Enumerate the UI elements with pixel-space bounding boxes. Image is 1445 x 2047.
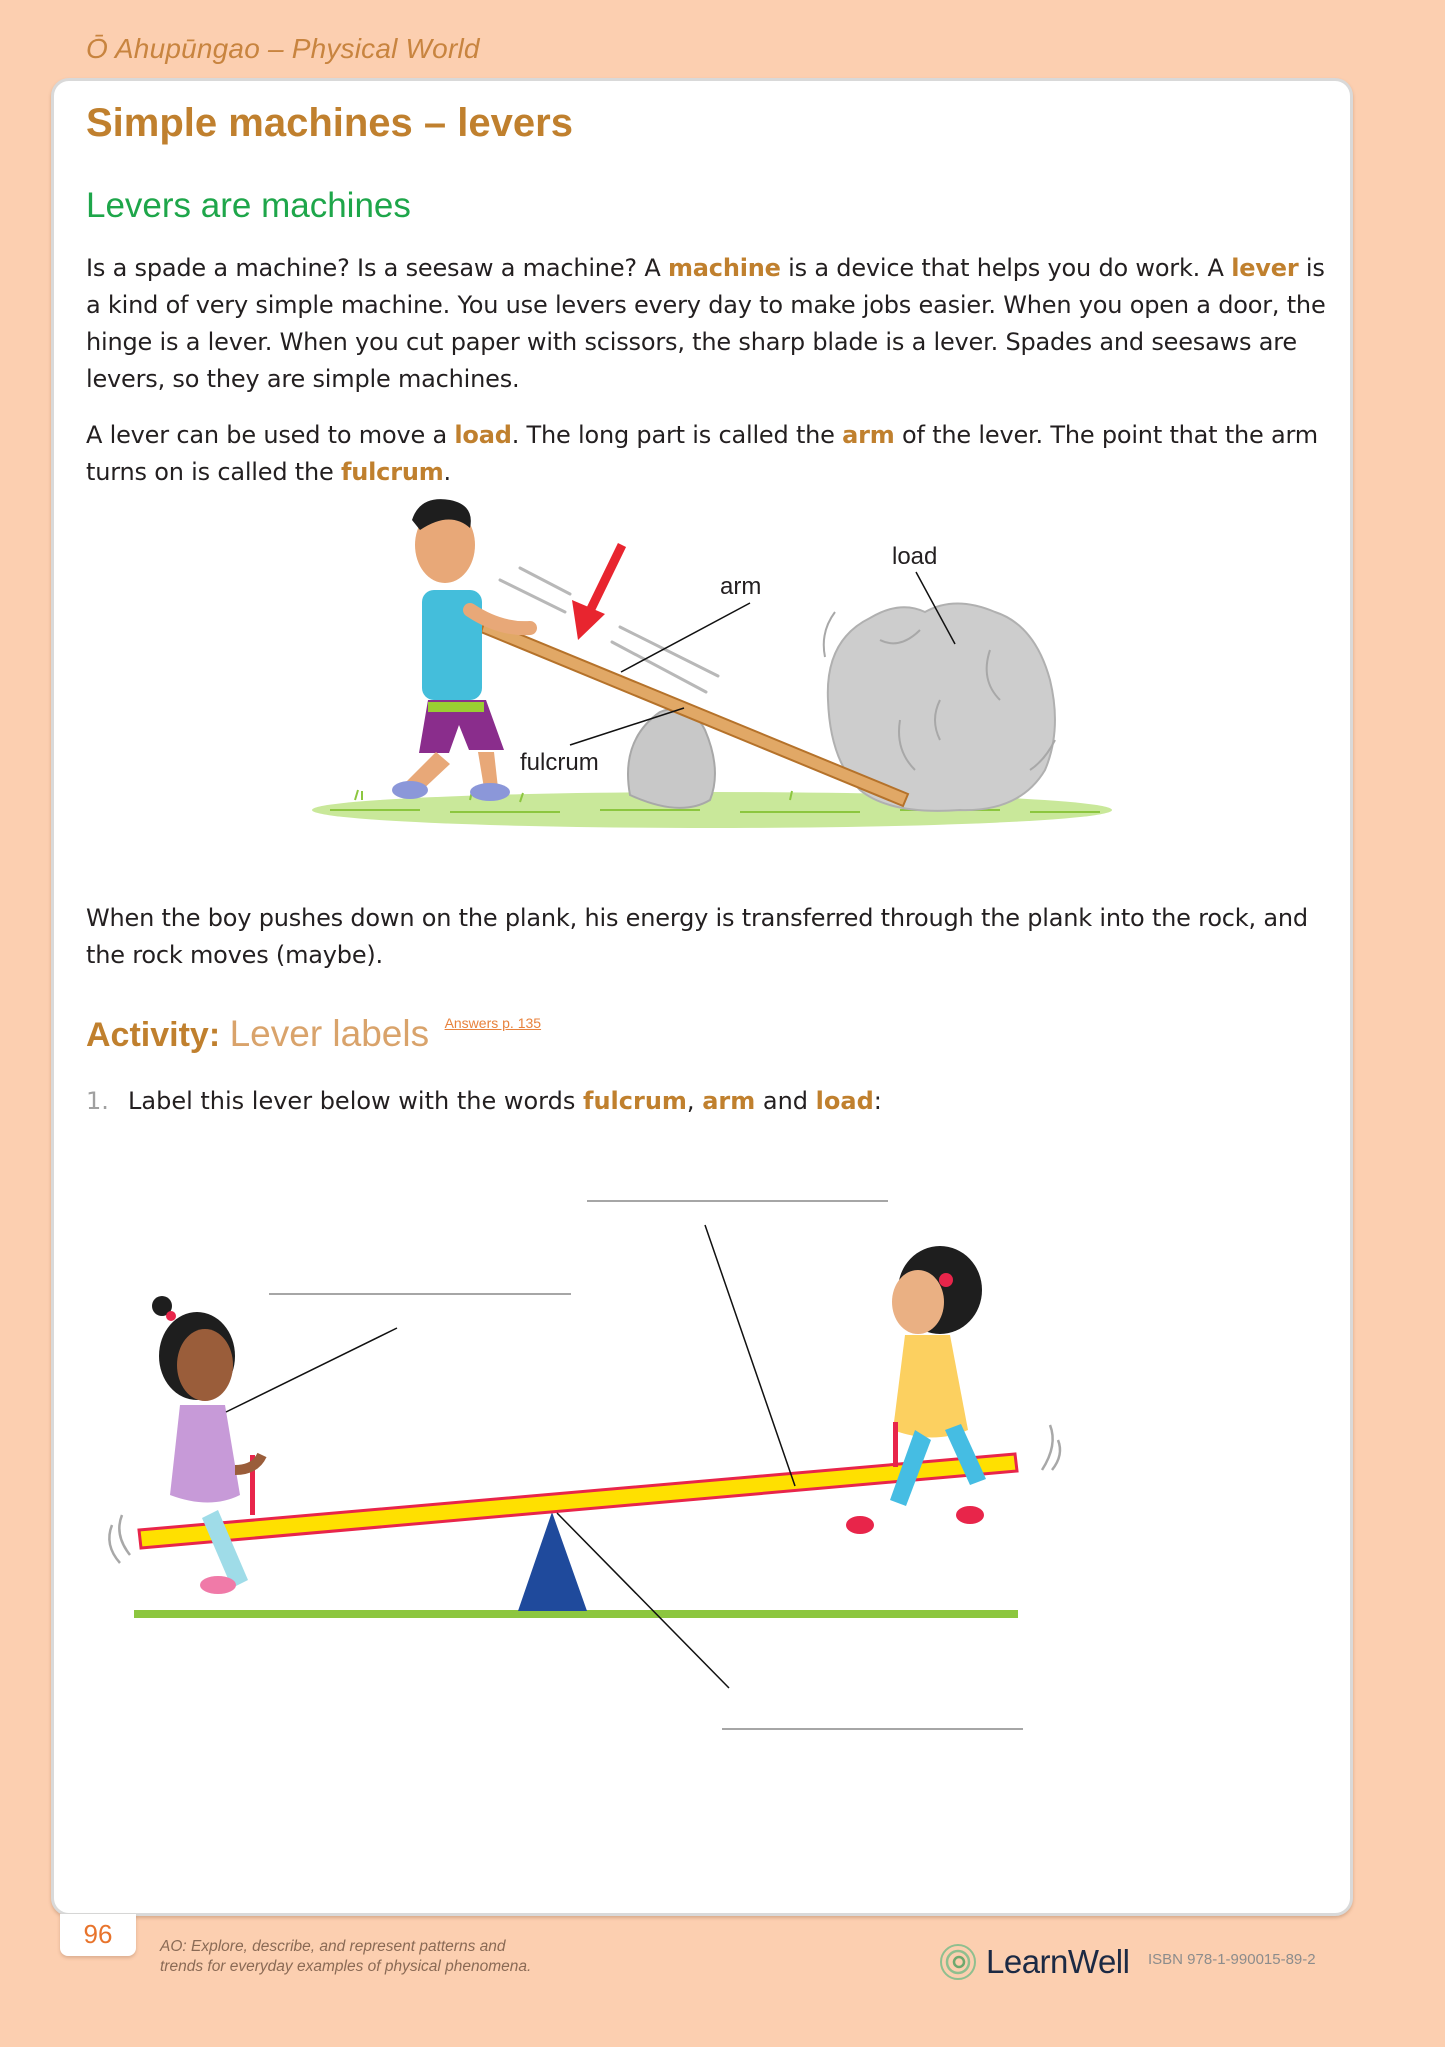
activity-title: Lever labels [229, 1013, 430, 1054]
keyword-machine: machine [668, 254, 781, 282]
boy-lever-illustration [0, 0, 1445, 900]
learnwell-logo [938, 1942, 1129, 1982]
page-number: 96 [60, 1914, 136, 1956]
activity-prefix: Activity: [86, 1016, 221, 1054]
spiral-logo-icon [938, 1942, 978, 1982]
page-title: Simple machines – levers [86, 101, 573, 145]
keyword-lever: lever [1231, 254, 1299, 282]
text: , [686, 1087, 703, 1115]
section-title: Levers are machines [86, 186, 411, 225]
ground-line [134, 1610, 1018, 1618]
answers-link[interactable]: Answers p. 135 [444, 1015, 542, 1031]
keyword-fulcrum: fulcrum [341, 458, 444, 486]
achievement-objective: AO: Explore, describe, and represent patterns and trends for everyday examples of physical phenomena. [160, 1938, 532, 1975]
text: . The long part is called the [511, 421, 843, 449]
text: Is a spade a machine? Is a seesaw a machine? A [86, 254, 668, 282]
label-arm: arm [720, 573, 762, 600]
right-girl-figure [846, 1246, 986, 1534]
keyword-arm: arm [842, 421, 895, 449]
leader-arm [705, 1225, 795, 1486]
keyword-fulcrum: fulcrum [583, 1087, 687, 1115]
brand-name: LearnWell [986, 1943, 1130, 1980]
isbn: ISBN 978-1-990015-89-2 [1148, 1951, 1316, 1968]
text: is a kind of very simple machine. You use levers every day to make jobs easier. When you open a door, the hinge is a lever. When you cut paper with scissors, the sharp blade is a lever. Spades and seesaws are levers, so they are simple machines. [86, 254, 1326, 393]
text: : [873, 1087, 882, 1115]
boy-figure [392, 499, 530, 801]
left-girl-figure [152, 1296, 262, 1594]
text: of the lever. The point that the arm turns on is called the [86, 421, 1318, 486]
label-load: load [892, 543, 938, 570]
question-1 [86, 1083, 882, 1120]
text: A lever can be used to move a [86, 421, 455, 449]
text: is a device that helps you do work. A [780, 254, 1232, 282]
keyword-load: load [454, 421, 512, 449]
chapter-header: Ō Ahupūngao – Physical World [86, 33, 480, 64]
force-arrow-icon [572, 545, 622, 640]
text: Label this lever below with the words [128, 1087, 583, 1115]
question-number: 1. [86, 1087, 109, 1115]
activity-heading [86, 1013, 541, 1055]
seesaw-illustration [0, 1150, 1445, 1770]
fulcrum-triangle [518, 1512, 587, 1611]
label-fulcrum: fulcrum [520, 749, 599, 776]
keyword-arm: arm [702, 1087, 756, 1115]
leader-load [226, 1328, 397, 1412]
text: . [443, 458, 451, 486]
text: and [755, 1087, 816, 1115]
keyword-load: load [815, 1087, 874, 1115]
energy-paragraph: When the boy pushes down on the plank, his energy is transferred through the plank into the rock, and the rock moves (maybe). [86, 904, 1308, 969]
